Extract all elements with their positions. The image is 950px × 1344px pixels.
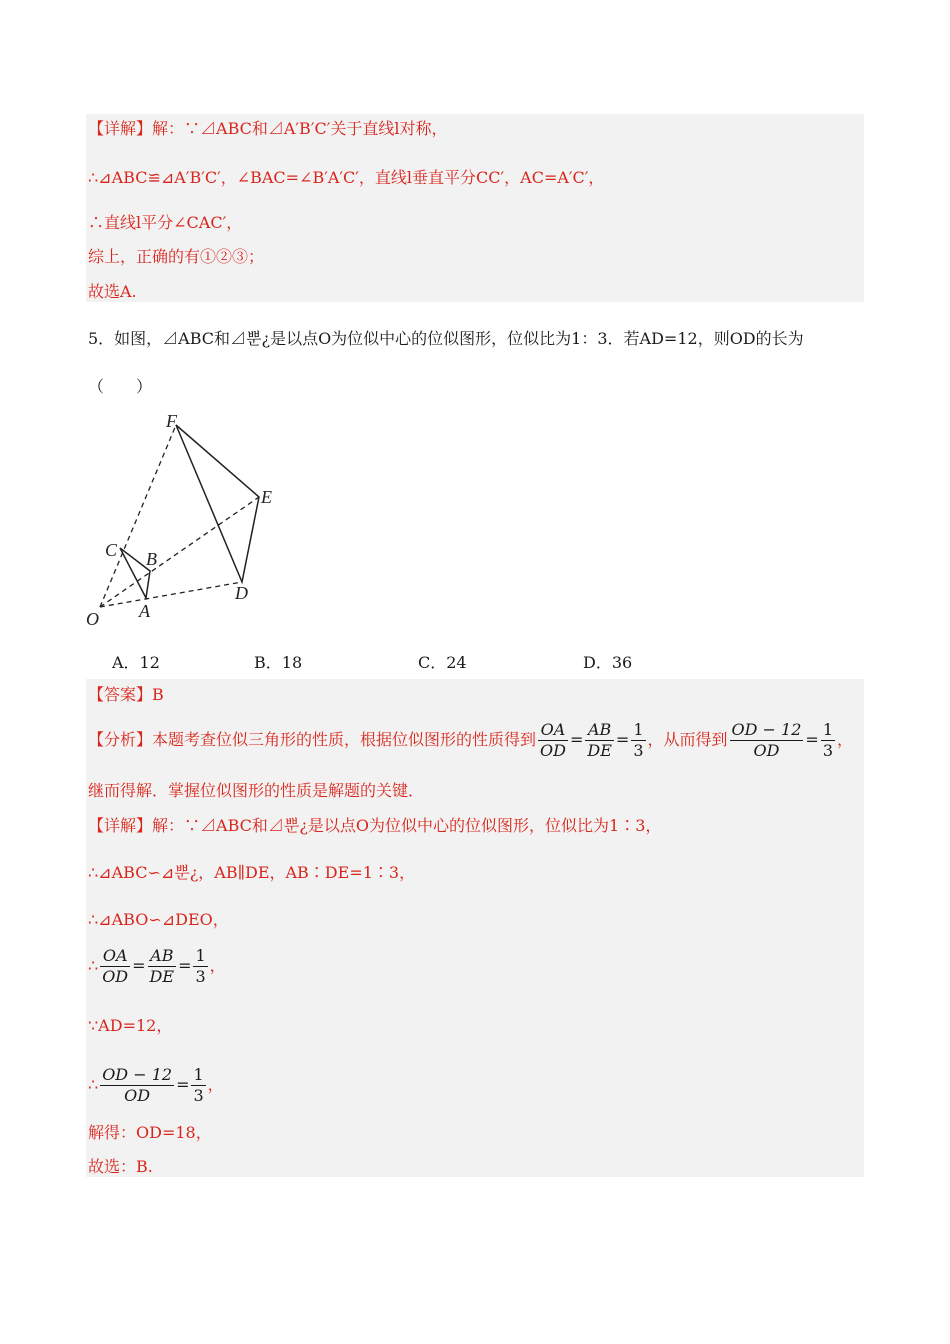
label-E: E [261, 487, 272, 507]
solid-triangles [120, 425, 259, 598]
label-D: D [235, 583, 248, 603]
fraction-AB-DE-detail: $\frac{AB}{DE}$ [149, 946, 175, 986]
fraction-one-third: $\frac{1}{3}$ [633, 720, 644, 760]
q4-detail-line-3: ∴直线l平分∠CAC′， [88, 213, 243, 232]
fraction-one-third-detail: $\frac{1}{3}$ [195, 946, 206, 986]
fraction-OA-OD-detail: $\frac{OA}{OD}$ [102, 946, 129, 986]
triangle-DEF [176, 425, 259, 582]
label-O: O [86, 609, 99, 629]
q5-detail-line-5: ∵AD=12， [88, 1016, 173, 1035]
q5-detail-line-4: ∴ $\frac{OA}{OD}$ = $\frac{AB}{DE}$ = $\frac{1}{3}$ ， [88, 946, 226, 986]
detail-tag: 【详解】 [88, 816, 153, 835]
option-a[interactable]: A．12 [112, 653, 160, 672]
analysis-line-2: 继而得解．掌握位似图形的性质是解题的关键． [88, 781, 425, 800]
label-C: C [105, 540, 118, 560]
fraction-OA-OD: $\frac{OA}{OD}$ [540, 720, 566, 760]
q5-detail-line-7: 解得：OD=18， [88, 1123, 212, 1142]
q5-stem: 5．如图，⊿ABC和⊿뿐¿是以点O为位似中心的位似图形，位似比为1：3．若AD=12，则OD的长为 [88, 329, 804, 348]
q4-solution-block [86, 114, 864, 302]
q4-detail-line-4: 综上，正确的有①②③； [88, 247, 265, 266]
answer-value: B [152, 685, 164, 704]
q5-detail-line-2: ∴⊿ABC∽⊿뿐¿，AB∥DE，AB∶DE=1∶3， [88, 863, 416, 882]
fraction-OD12-OD: $\frac{OD - 12}{OD}$ [731, 720, 802, 760]
option-c[interactable]: C．24 [418, 653, 467, 672]
q4-detail-line-2: ∴⊿ABC≌⊿A′B′C′，∠BAC=∠B′A′C′，直线l垂直平分CC′，AC=A′C′， [88, 168, 605, 187]
therefore-symbol-2: ∴ [88, 1075, 99, 1094]
detail-tag: 【详解】 [88, 119, 153, 138]
option-b[interactable]: B．18 [254, 653, 303, 672]
analysis-text-end: ， [837, 730, 854, 749]
analysis-text-pre: 本题考查位似三角形的性质，根据位似图形的性质得到 [152, 730, 537, 749]
label-A: A [139, 601, 150, 621]
q4-detail-line-1 [88, 118, 447, 140]
dashed-rays [100, 425, 259, 607]
q5-detail-line-6: ∴ $\frac{OD - 12}{OD}$ = $\frac{1}{3}$ ， [88, 1065, 224, 1105]
analysis-tag: 【分析】 [88, 730, 153, 749]
q4-detail-line-5: 故选A. [88, 282, 137, 301]
q5-detail-line-8: 故选：B. [88, 1157, 153, 1176]
ray-OD [100, 582, 242, 607]
answer-line [88, 684, 164, 706]
answer-tag: 【答案】 [88, 685, 153, 704]
ray-OF [100, 425, 176, 607]
fraction-one-third-2: $\frac{1}{3}$ [822, 720, 833, 760]
q4-detail-text-1: 解：∵⊿ABC和⊿A′B′C′关于直线l对称， [152, 119, 448, 138]
therefore-symbol: ∴ [88, 956, 99, 975]
fraction-one-third-detail-2: $\frac{1}{3}$ [193, 1065, 204, 1105]
analysis-line-1: 【分析】本题考查位似三角形的性质，根据位似图形的性质得到 $\frac{OA}{OD}$ = $\frac{AB}{DE}$ = $\frac{1}{3}$ ，从而得到 $\frac{OD - 12}{OD}$ = $\frac{1}{3}$ ， [88, 720, 854, 760]
fraction-OD12-OD-detail: $\frac{OD - 12}{OD}$ [102, 1065, 173, 1105]
analysis-text-mid: ，从而得到 [647, 730, 728, 749]
q5-paren: （ ） [88, 377, 153, 396]
option-d[interactable]: D．36 [583, 653, 633, 672]
q5-detail-line-1 [88, 815, 661, 837]
q5-detail-text-1: 解：∵⊿ABC和⊿뿐¿是以点O为位似中心的位似图形，位似比为1∶3， [152, 816, 662, 835]
geometry-figure [80, 405, 300, 635]
fraction-AB-DE: $\frac{AB}{DE}$ [587, 720, 612, 760]
q5-detail-line-3: ∴⊿ABO∽⊿DEO， [88, 910, 229, 929]
label-B: B [146, 549, 157, 569]
label-F: F [166, 411, 177, 431]
